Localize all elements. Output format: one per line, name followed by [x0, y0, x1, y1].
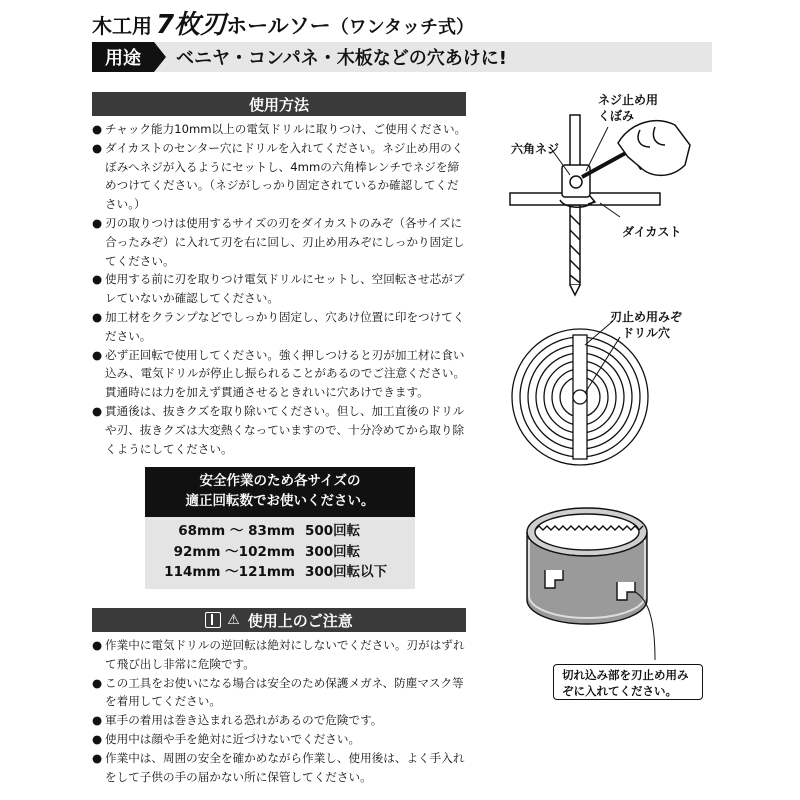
list-item: ● 貫通後は、抜きクズを取り除いてください。但し、加工直後のドリルや刃、抜きクズは大変熱くなっていますので、十分冷めてから取り除くようにしてください。 — [92, 403, 465, 456]
bullet-icon: ● — [92, 347, 103, 362]
list-item: ● 必ず正回転で使用してください。強く押しつけると刃が加工材に食い込み、電気ドリルが停止し振られることがあるのでご注意ください。貫通時には力を加えず貫通させるときれいに穴あけできます。 — [92, 347, 466, 400]
warning-icon: ⚠ — [227, 612, 240, 628]
bullet-icon: ● — [92, 403, 103, 418]
bullet-icon: ● — [92, 122, 103, 136]
usage-heading-label: 使用方法 — [248, 95, 309, 114]
usage-heading — [92, 92, 466, 116]
list-item: ● この工具をお使いになる場合は安全のため保護メガネ、防塵マスク等を着用してください。 — [92, 675, 464, 709]
list-item: ● 加工材をクランプなどでしっかり固定し、穴あけ位置に印をつけてください。 — [92, 309, 465, 343]
label-drill-hole: ドリル穴 — [622, 326, 671, 340]
list-item: ● 作業中に電気ドリルの逆回転は絶対にしないでください。刃がはずれて飛び出し非常に危険です。 — [92, 638, 465, 671]
usage-list — [92, 120, 470, 458]
table-row — [145, 562, 415, 583]
list-item: ● 作業中は、周囲の安全を確かめながら作業し、使用後は、よく手入れをして子供の手の届かない所に保管してください。 — [92, 750, 465, 784]
hex-screw-icon — [570, 176, 582, 188]
manual-icon — [205, 612, 221, 628]
label-blade-groove: 刃止め用みぞ — [610, 310, 683, 324]
speed-table-body — [145, 517, 415, 589]
speed-rpm: 500回転 — [305, 523, 361, 539]
list-item: ● 刃の取りつけは使用するサイズの刃をダイカストのみぞ（各サイズに合ったみぞ）に入れて刃を右に回し、刃止め用みぞにしっかり固定してください。 — [92, 215, 465, 268]
bullet-icon: ● — [92, 713, 103, 728]
label-diecast: ダイカスト — [622, 225, 682, 239]
list-item: ● ダイカストのセンター穴にドリルを入れてください。ネジ止め用のくぼみへネジが入るようにセットし、4mmの六角棒レンチでネジを締めつけてください。（ネジがしっかり固定されているか確認してください。） — [92, 140, 464, 212]
caution-heading — [92, 608, 466, 632]
list-item: ● 使用する前に刃を取りつけ電気ドリルにセットし、空回転させ芯がブレていないか確認してください。 — [92, 272, 465, 306]
caution-heading-label: 使用上のご注意 — [247, 611, 353, 630]
page-title — [92, 4, 474, 38]
speed-table-heading: 安全作業のため各サイズの 適正回転数でお使いください。 — [145, 467, 415, 517]
bullet-icon: ● — [92, 272, 103, 287]
bullet-icon: ● — [92, 309, 103, 324]
bullet-icon: ● — [92, 675, 103, 690]
label-hex-screw: 六角ネジ — [511, 142, 560, 156]
bullet-icon: ● — [92, 140, 103, 155]
note-box: 切れ込み部を刃止め用みぞに入れてください。 — [553, 664, 703, 700]
speed-range: 92mm ～102mm — [173, 543, 295, 560]
caution-list — [92, 636, 470, 786]
speed-rpm: 300回転 — [305, 543, 361, 560]
list-item: ● 使用中は顔や手を絶対に近づけないでください。 — [92, 730, 470, 749]
bullet-icon: ● — [92, 638, 103, 652]
purpose-label: 用途 — [92, 42, 154, 72]
list-item: ● 軍手の着用は巻き込まれる恐れがあるので危険です。 — [92, 711, 470, 730]
bullet-icon: ● — [92, 750, 103, 765]
blade-ring-diagram — [515, 500, 665, 660]
title-big: 7枚刃 — [156, 10, 227, 40]
purpose-text: ベニヤ・コンパネ・木板などの穴あけに! — [176, 48, 507, 69]
bullet-icon: ● — [92, 731, 103, 746]
speed-table — [145, 467, 415, 589]
title-prefix: 木工用 — [92, 14, 152, 38]
title-main: ホールソー — [226, 14, 331, 38]
speed-range: 114mm ～121mm — [164, 564, 295, 580]
list-item: ● チャック能力10mm以上の電気ドリルに取りつけ、ご使用ください。 — [92, 120, 470, 139]
label-screw-recess: ネジ止め用 くぼみ — [598, 93, 659, 123]
speed-range: 68mm ～ 83mm — [178, 523, 295, 539]
speed-rpm: 300回転以下 — [305, 564, 388, 580]
table-row — [145, 542, 415, 563]
table-row — [145, 521, 415, 542]
title-paren: （ワンタッチ式） — [330, 17, 474, 38]
bullet-icon: ● — [92, 215, 103, 230]
